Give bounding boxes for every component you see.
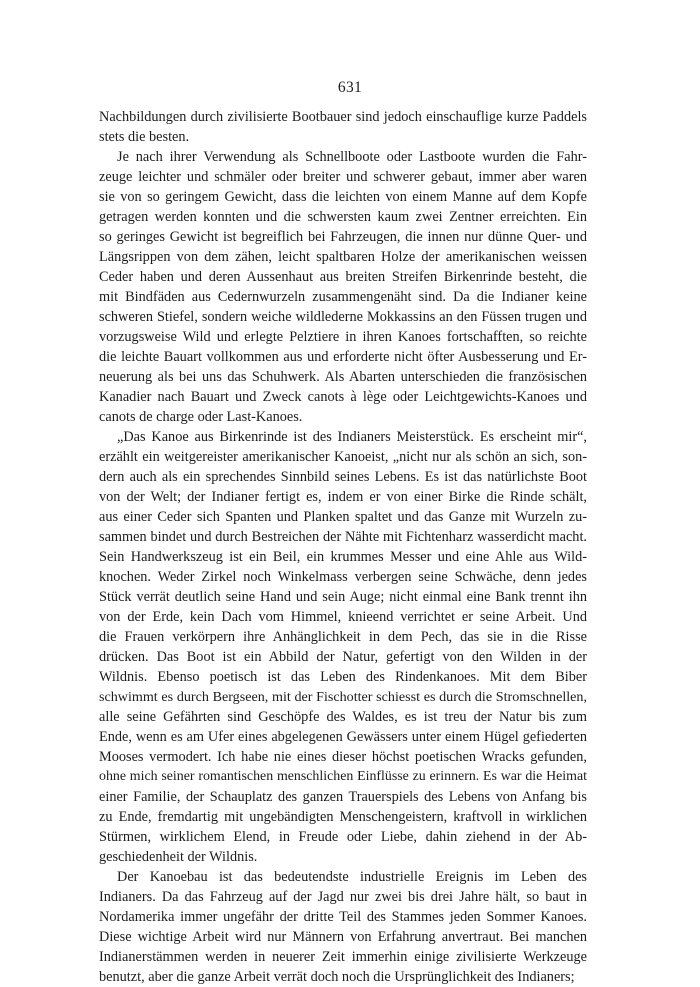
text-line: Indianers. Da das Fahrzeug auf der Jagd nur zwei bis drei Jahre hält, so baut in — [99, 889, 587, 905]
text-line: canots de charge oder Last-Kanoes. — [99, 409, 303, 425]
text-line: vorzugsweise Wild und erlegte Pelztiere in ihren Kanoes fortschafften, so reichte — [99, 329, 587, 345]
paragraph — [99, 427, 587, 867]
text-line: alle seine Gefährten sind Geschöpfe des Waldes, es ist treu der Natur bis zum — [99, 709, 587, 725]
text-line: Stück verrät deutlich seine Hand und sein Auge; nicht einmal eine Bank trennt ihn — [99, 589, 587, 605]
text-line: erzählt ein weitgereister amerikanischer Kanoeist, „nicht nur als schön an sich, son- — [99, 449, 587, 465]
text-line: Diese wichtige Arbeit wird nur Männern von Erfahrung anvertraut. Bei manchen — [99, 929, 587, 945]
text-line: aus einer Ceder sich Spanten und Planken spaltet und das Ganze mit Wurzeln zu- — [99, 509, 587, 525]
text-line: Indianerstämmen werden in neuerer Zeit immerhin einige zivilisierte Werkzeuge — [99, 949, 587, 965]
text-line: zeuge leichter und schmäler oder breiter und schwerer gebaut, immer aber waren — [99, 169, 587, 185]
text-line: so geringes Gewicht ist begreiflich bei Fahrzeugen, die innen nur dünne Quer- und — [99, 229, 587, 245]
text-line: sammen bindet und durch Bestreichen der Nähte mit Fichtenharz wasserdicht macht. — [99, 529, 587, 545]
text-line: Je nach ihrer Verwendung als Schnellboote oder Lastboote wurden die Fahr- — [117, 149, 587, 165]
text-line: von der Welt; der Indianer fertigt es, indem er von einer Birke die Rinde schält, — [99, 489, 587, 505]
text-line: Wildnis. Ebenso poetisch ist das Leben des Rindenkanoes. Mit dem Biber — [99, 669, 587, 685]
page-number: 631 — [337, 79, 363, 96]
text-line: Nordamerika immer ungefähr der dritte Teil des Stammes jeden Sommer Kanoes. — [99, 909, 587, 925]
text-line: ohne mich seiner romantischen menschlichen Einflüsse zu erinnern. Es war die Heimat — [99, 769, 587, 784]
text-line: drücken. Das Boot ist ein Abbild der Natur, gefertigt von den Wilden in der — [99, 649, 587, 665]
text-line: geschiedenheit der Wildnis. — [99, 849, 258, 865]
text-line: sie von so geringem Gewicht, dass die leichten von einem Manne auf dem Kopfe — [99, 189, 587, 205]
text-line: Längsrippen von dem zähen, leicht spaltbaren Holze der amerikanischen weissen — [99, 249, 587, 265]
text-line: dern auch als ein sprechendes Sinnbild seines Lebens. Es ist das natürlichste Boot — [99, 469, 587, 485]
text-line: zu Ende, fremdartig mit ungebändigten Menschengeistern, kraftvoll in wirklichen — [99, 809, 587, 825]
paragraph — [99, 867, 587, 987]
paragraph — [99, 147, 587, 427]
text-line: stets die besten. — [99, 129, 190, 145]
text-line: Ende, wenn es am Ufer eines abgelegenen Gewässers unter einem Hügel gefiederten — [99, 729, 587, 745]
text-line: Sein Handwerkszeug ist ein Beil, ein krummes Messer und eine Ahle aus Wild- — [99, 549, 587, 565]
text-line: von der Erde, kein Dach vom Himmel, knieend verrichtet er seine Arbeit. Und — [99, 609, 587, 625]
text-line: schwimmt es durch Bergseen, mit der Fischotter schiesst es durch die Stromschnellen, — [99, 689, 587, 705]
text-line: mit Bindfäden aus Cedernwurzeln zusammengenäht sind. Da die Indianer keine — [99, 289, 587, 305]
text-line: einer Familie, der Schauplatz des ganzen Trauerspiels des Lebens von Anfang bis — [99, 789, 587, 805]
text-line: Stürmen, wirklichem Elend, in Freude oder Liebe, dahin ziehend in der Ab- — [99, 829, 587, 845]
text-line: die Frauen verkörpern ihre Anhänglichkeit in dem Pech, das sie in die Risse — [99, 629, 587, 645]
text-line: neuerung als bei uns das Schuhwerk. Als Abarten unterschieden die französischen — [99, 369, 587, 385]
text-line: Mooses vermodert. Ich habe nie eines dieser höchst poetischen Wracks gefunden, — [99, 749, 587, 765]
body-text — [99, 107, 587, 987]
text-line: Ceder haben und deren Aussenhaut aus breiten Streifen Birkenrinde besteht, die — [99, 269, 587, 285]
text-line: Der Kanoebau ist das bedeutendste industrielle Ereignis im Leben des — [117, 869, 587, 885]
text-line: getragen werden konnten und die schwersten kaum zwei Zentner erreichten. Ein — [99, 209, 587, 225]
text-line: benutzt, aber die ganze Arbeit verrät doch noch die Ursprünglichkeit des Indianers; — [99, 969, 575, 985]
text-line: Nachbildungen durch zivilisierte Bootbauer sind jedoch einschauflige kurze Paddels — [99, 109, 587, 125]
text-line: schweren Stiefel, sondern weiche wildlederne Mokkassins an den Füssen trugen und — [99, 309, 587, 325]
text-line: „Das Kanoe aus Birkenrinde ist des Indianers Meisterstück. Es erscheint mir“, — [117, 429, 587, 445]
text-line: Kanadier nach Bauart und Zweck canots à lège oder Leichtgewichts-Kanoes und — [99, 389, 587, 405]
text-line: die leichte Bauart vollkommen aus und erforderte nicht öfter Ausbesserung und Er- — [99, 349, 587, 365]
text-line: knochen. Weder Zirkel noch Winkelmass verbergen seine Schwäche, denn jedes — [99, 569, 587, 585]
paragraph — [99, 107, 587, 147]
